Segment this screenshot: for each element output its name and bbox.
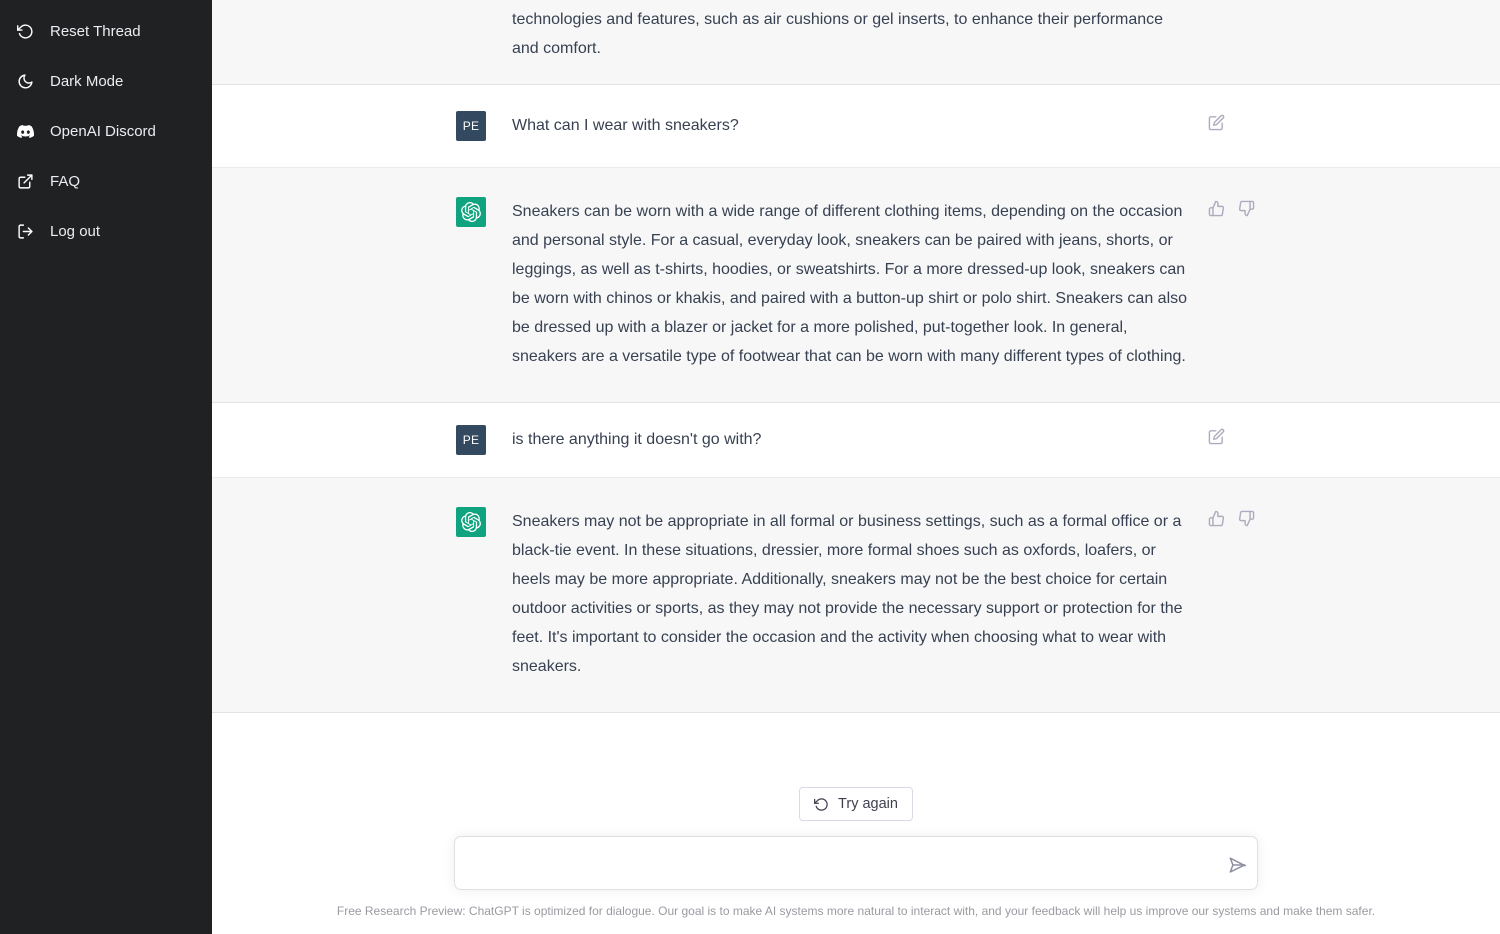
assistant-message-text: technologies and features, such as air cushions or gel inserts, to enhance their performance and comfort. [512, 11, 1168, 57]
assistant-message-text: Sneakers may not be appropriate in all formal or business settings, such as a formal office or a black-tie event. In these situations, dressier, more formal shoes such as oxfords, loafers, or heels may be more appropriate. Additionally, sneakers may not be the best choice for certain outdoor activities or sports, as they may not provide the necessary support or protection for the feet. It's important to consider the occasion and the activity when choosing what to wear with sneakers. [512, 513, 1188, 675]
sidebar-item-reset-thread[interactable] [0, 6, 212, 56]
composer-area [212, 713, 1500, 934]
thumbs-down-button[interactable] [1238, 200, 1255, 217]
sidebar-item-label: Dark Mode [50, 72, 124, 90]
thumbs-up-button[interactable] [1208, 510, 1225, 527]
send-icon [1221, 852, 1246, 877]
thumbs-up-icon [1208, 510, 1225, 527]
sidebar-item-dark-mode[interactable] [0, 56, 212, 106]
chatgpt-avatar [456, 197, 486, 227]
assistant-message-text: Sneakers can be worn with a wide range of different clothing items, depending on the occasion and personal style. For a casual, everyday look, sneakers can be paired with jeans, shorts, or leggings, as well as t-shirts, hoodies, or sweatshirts. For a more dressed-up look, sneakers can be worn with chinos or khakis, and paired with a button-up shirt or polo shirt. Sneakers can also be dressed up with a blazer or jacket for a more polished, put-together look. In general, sneakers are a versatile type of footwear that can be worn with many different types of clothing. [512, 203, 1192, 365]
moon-icon [17, 73, 34, 90]
user-message-text: What can I wear with sneakers? [512, 117, 739, 134]
discord-icon [17, 123, 34, 140]
edit-icon [1208, 114, 1225, 131]
try-again-label: Try again [838, 796, 898, 812]
thumbs-down-icon [1238, 510, 1255, 527]
try-again-button[interactable] [799, 787, 913, 821]
sidebar-item-label: OpenAI Discord [50, 122, 156, 140]
sidebar-item-faq[interactable] [0, 156, 212, 206]
edit-message-button[interactable] [1208, 428, 1225, 445]
message-input-box [454, 836, 1258, 890]
assistant-message-row [212, 168, 1500, 403]
assistant-message-row [212, 0, 1500, 85]
thumbs-down-icon [1238, 200, 1255, 217]
thumbs-up-icon [1208, 200, 1225, 217]
openai-logo-icon [461, 202, 481, 222]
sidebar-item-openai-discord[interactable] [0, 106, 212, 156]
user-message-row [212, 403, 1500, 478]
user-avatar: PE [456, 111, 486, 141]
external-link-icon [17, 173, 34, 190]
send-button[interactable] [1225, 856, 1243, 874]
refresh-icon [814, 797, 829, 812]
user-message-row [212, 85, 1500, 168]
sidebar [0, 0, 212, 934]
footer-disclaimer: Free Research Preview: ChatGPT is optimized for dialogue. Our goal is to make AI systems more natural to interact with, and your feedback will help us improve our systems and make them safer. [336, 904, 1376, 918]
sidebar-item-label: Log out [50, 222, 101, 240]
sidebar-item-log-out[interactable] [0, 206, 212, 256]
message-input[interactable] [455, 837, 1257, 889]
user-message-text: is there anything it doesn't go with? [512, 431, 762, 448]
edit-message-button[interactable] [1208, 114, 1225, 131]
chatgpt-avatar [456, 507, 486, 537]
sidebar-item-label: FAQ [50, 172, 81, 190]
edit-icon [1208, 428, 1225, 445]
thumbs-up-button[interactable] [1208, 200, 1225, 217]
user-avatar: PE [456, 425, 486, 455]
sidebar-item-label: Reset Thread [50, 22, 141, 40]
openai-logo-icon [461, 512, 481, 532]
thumbs-down-button[interactable] [1238, 510, 1255, 527]
assistant-message-row [212, 478, 1500, 713]
chat-main [212, 0, 1500, 934]
reset-icon [17, 23, 34, 40]
logout-icon [17, 223, 34, 240]
